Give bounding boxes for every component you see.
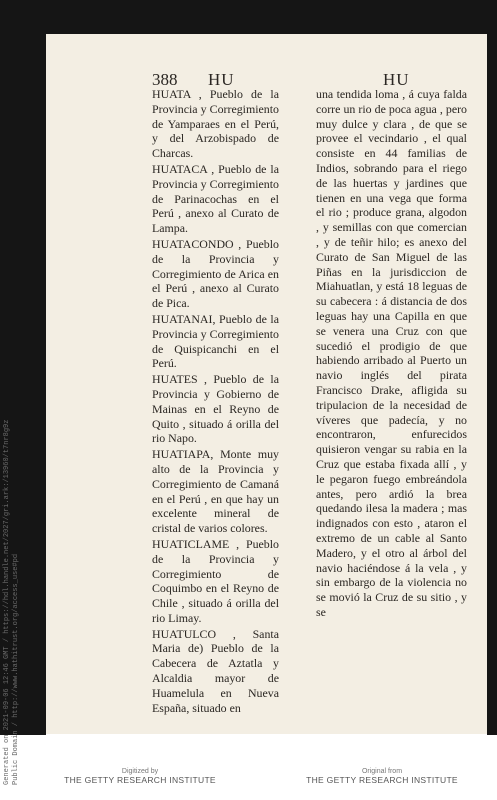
- entry-huaticlame: HUATICLAME , Pueblo de la Provincia y Corregimiento de Coquimbo en el Reyno de Chile , situado á orilla del rio Limay.: [152, 536, 279, 625]
- entry-huatiapa: HUATIAPA, Monte muy alto de la Provincia y Corregimiento de Camaná en el Perú , en que hay un excelente mineral de cristal de varios colores.: [152, 447, 279, 536]
- hathitrust-sidebar-2: [12, 553, 30, 785]
- entry-huatulco: HUATULCO , Santa Maria de) Pueblo de la Cabecera de Aztatla y Alcaldia mayor de Huamelula en Nueva España, situado en: [152, 626, 279, 715]
- footer-original-from: [277, 768, 487, 785]
- sidebar-public-domain-text: Public Domain / http://www.hathitrust.org/access_use#pd: [12, 553, 20, 785]
- scan-border-right: [487, 0, 497, 735]
- entry-huatacondo: HUATACONDO , Pueblo de la Provincia y Corregimiento de Arica en el Perú , anexo al Curato de Pica.: [152, 236, 279, 311]
- footer-digitized-by: [40, 768, 240, 785]
- running-head-left: HU: [208, 70, 235, 89]
- left-column: [152, 87, 279, 715]
- footer-original-institution: THE GETTY RESEARCH INSTITUTE: [306, 775, 458, 785]
- entry-huata: HUATA , Pueblo de la Provincia y Corregimiento de Yamparaes en el Perú, y del Arzobispado de Charcas.: [152, 87, 279, 161]
- entry-huates: HUATES , Pueblo de la Provincia y Gobierno de Mainas en el Reyno de Quito , situado á orilla del rio Napo.: [152, 372, 279, 446]
- page-number: 388: [152, 70, 178, 89]
- running-head-right: HU: [383, 70, 410, 89]
- right-column: [316, 87, 467, 620]
- scan-border-top: [0, 0, 497, 34]
- footer-original-label: Original from: [361, 768, 403, 775]
- entry-huatanai: HUATANAI, Pueblo de la Provincia y Corregimiento de Quispicanchi en el Perú.: [152, 311, 279, 371]
- footer-digitized-institution: THE GETTY RESEARCH INSTITUTE: [64, 775, 216, 785]
- sidebar-generated-text: Generated on 2021-09-06 12:46 GMT / https://hdl.handle.net/2027/gri.ark:/13960/t7nr8g9z: [3, 419, 11, 785]
- entry-huataca: HUATACA , Pueblo de la Provincia y Corregimiento de Parinacochas en el Perú , anexo al Curato de Lampa.: [152, 161, 279, 236]
- footer-digitized-label: Digitized by: [121, 768, 159, 775]
- entry-huatulco-continued: una tendida loma , á cuya falda corre un rio de poca agua , pero muy dulce y clara , de que se provee el vecindario , el qual consiste en 44 familias de Indios, sobrando para el riego de las huertas y jardines que tienen en una vega que forma el rio ; produce grana, algodon , y semillas con que comercian , y de teñir hilo; es anexo del Curato de San Miguel de las Piñas en la jurisdiccion de Miahuatlan, y está 18 leguas de su cabecera : á distancia de dos leguas hay una Capilla en que se venera una Cruz con que sucedió el prodigio de que habiendo arribado al Puerto un navio inglés del pirata Francisco Drake, afligida su tripulacion de la necesidad de víveres que padecía, y no encontraron, enfurecidos quisieron vengar su rabia en la Cruz que estaba fixada allí , y le pegaron fuego embreándola antes, pero ardió la brea quedando ilesa la madera ; mas indignados con esto , ataron el extremo de un cable al Santo Madero, y el otro al árbol del navio haciéndose á la vela , y sin embargo de la violencia no se movió la Cruz de su sitio , y se: [316, 87, 467, 619]
